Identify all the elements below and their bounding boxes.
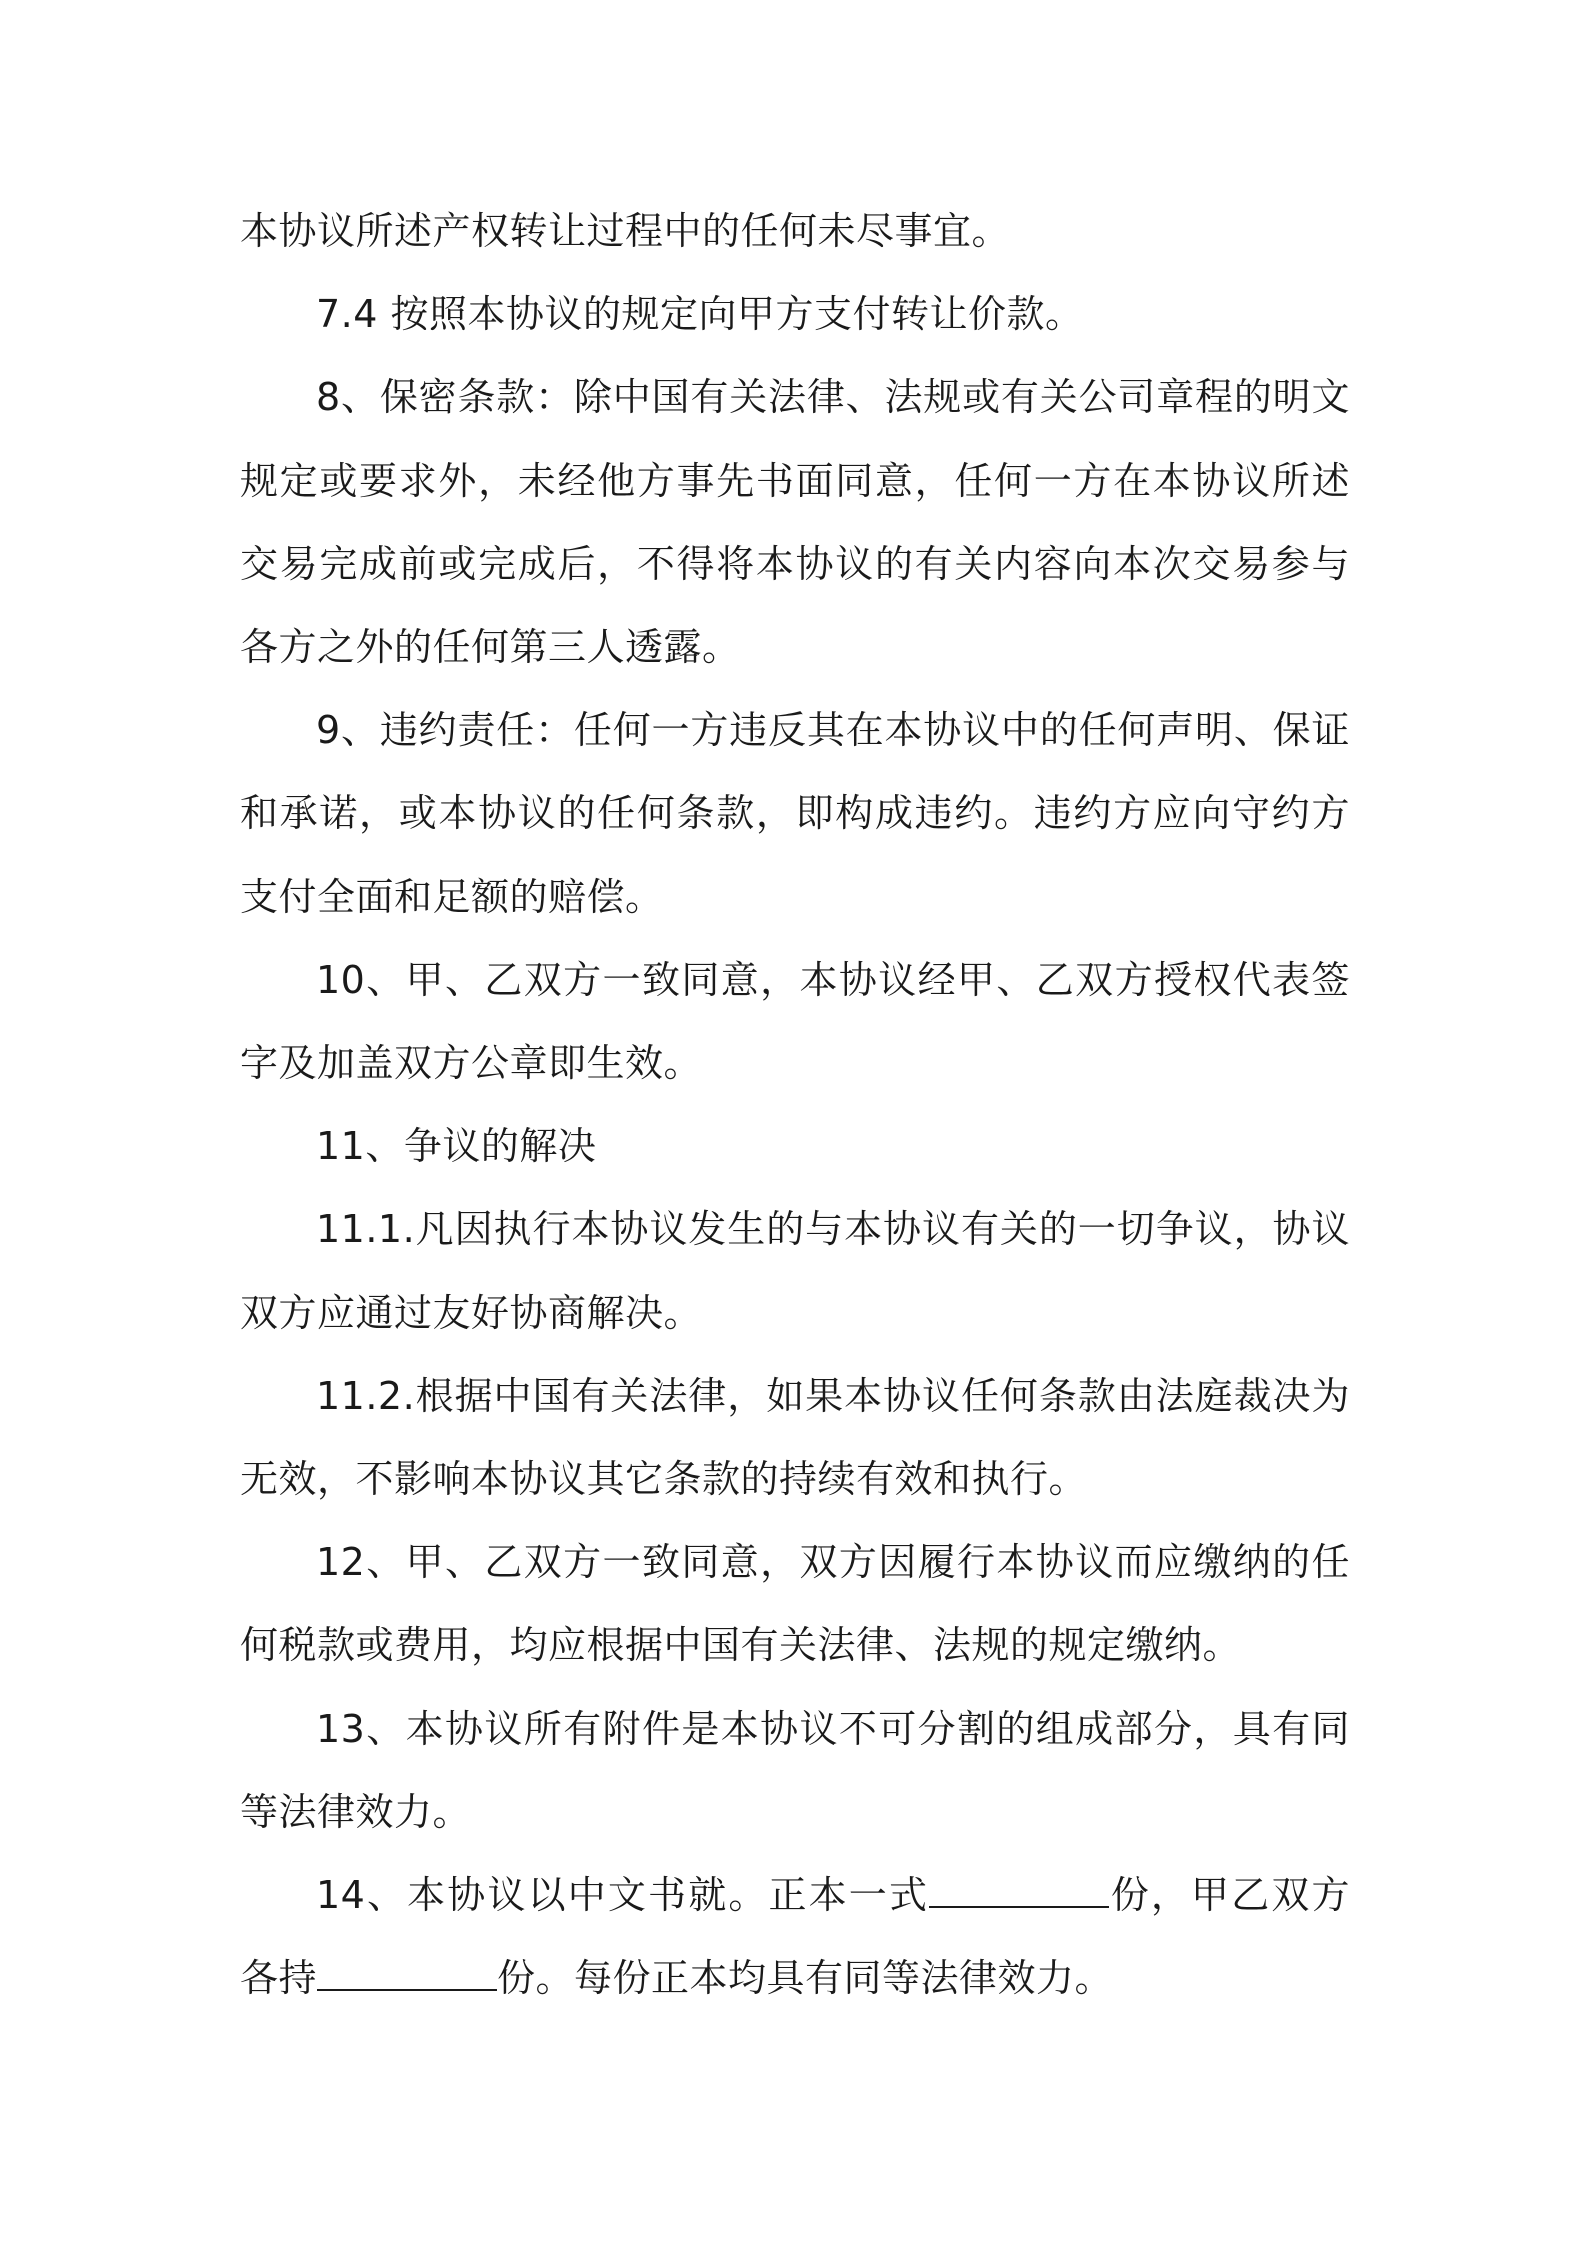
- clause-14-text-part2: 份，甲乙双方各持: [240, 1873, 1350, 2001]
- clause-14-text-part1: 14、本协议以中文书就。正本一式: [316, 1873, 930, 1918]
- paragraph-clause-12-taxes: 12、甲、乙双方一致同意，双方因履行本协议而应缴纳的任何税款或费用，均应根据中国有关法律、法规的规定缴纳。: [240, 1540, 1350, 1668]
- document-body: [240, 190, 1350, 2020]
- paragraph-clause-9-liability: 9、违约责任：任何一方违反其在本协议中的任何声明、保证和承诺，或本协议的任何条款，即构成违约。违约方应向守约方支付全面和足额的赔偿。: [240, 708, 1350, 919]
- paragraph-clause-11-dispute-heading: 11、争议的解决: [316, 1124, 597, 1169]
- paragraph-continuation: 本协议所述产权转让过程中的任何未尽事宜。: [240, 209, 1011, 253]
- paragraph-clause-14-copies: [240, 1854, 1350, 2020]
- paragraph-clause-13-attachments: 13、本协议所有附件是本协议不可分割的组成部分，具有同等法律效力。: [240, 1706, 1350, 1834]
- paragraph-clause-7-4: 7.4 按照本协议的规定向甲方支付转让价款。: [316, 292, 1084, 337]
- clause-14-text-part3: 份。每份正本均具有同等法律效力。: [497, 1956, 1114, 2001]
- copies-each-blank: [317, 1955, 497, 1991]
- paragraph-clause-11-2: 11.2.根据中国有关法律，如果本协议任何条款由法庭裁决为无效，不影响本协议其它条款的持续有效和执行。: [240, 1373, 1350, 1502]
- copies-total-blank: [929, 1872, 1109, 1908]
- paragraph-clause-11-1: 11.1.凡因执行本协议发生的与本协议有关的一切争议，协议双方应通过友好协商解决。: [240, 1207, 1350, 1335]
- paragraph-clause-10-effectiveness: 10、甲、乙双方一致同意，本协议经甲、乙双方授权代表签字及加盖双方公章即生效。: [240, 957, 1350, 1086]
- paragraph-clause-8-confidentiality: 8、保密条款：除中国有关法律、法规或有关公司章程的明文规定或要求外，未经他方事先书面同意，任何一方在本协议所述交易完成前或完成后，不得将本协议的有关内容向本次交易参与各方之外的任何第三人透露。: [240, 375, 1350, 670]
